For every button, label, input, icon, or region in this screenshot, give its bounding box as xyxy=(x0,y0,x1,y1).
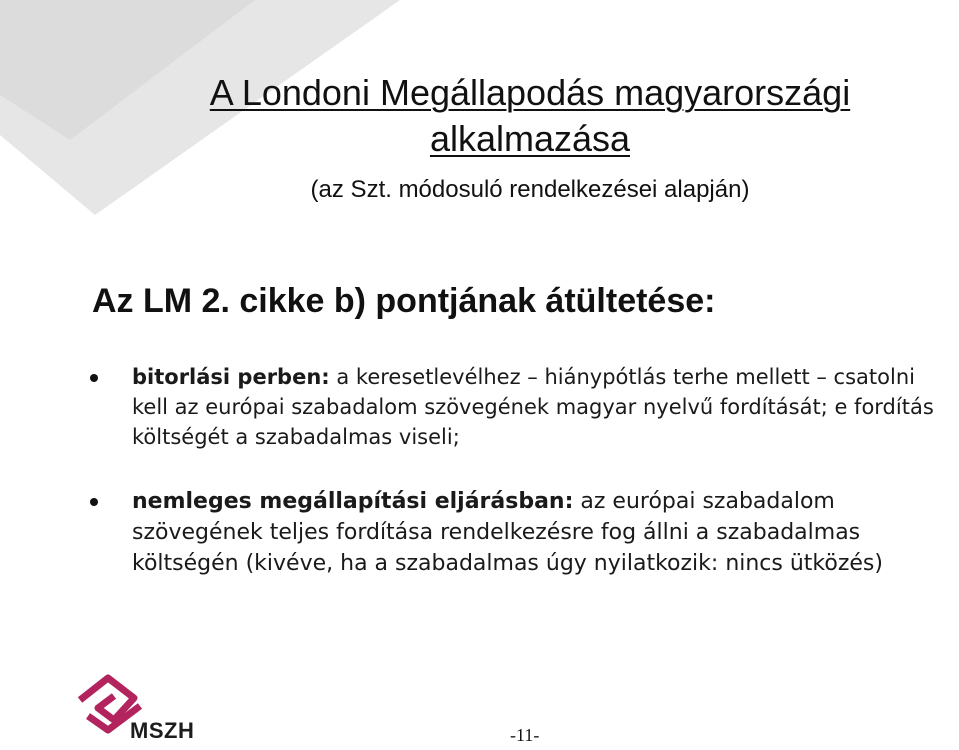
bullet-dot-icon xyxy=(90,498,98,506)
bullet-text: a keresetlevélhez – hiánypótlás terhe mellett – csatolni kell az európai szabadalom szövegének magyar nyelvű fordítását; e fordítás költségét a szabadalmas viseli; xyxy=(132,365,934,449)
mszh-logo-text: MSZH xyxy=(130,718,195,743)
section-heading: Az LM 2. cikke b) pontjának átültetése: xyxy=(92,282,716,320)
bullet-item-nemleges-megallapitas xyxy=(90,486,950,579)
slide-title-line-1: A Londoni Megállapodás magyarországi xyxy=(209,72,851,113)
slide-subtitle: (az Szt. módosuló rendelkezései alapján) xyxy=(310,176,750,203)
bullet-text: az európai szabadalom szövegének teljes fordítása rendelkezésre fog állni a szabadalmas költségén (kivéve, ha a szabadalmas úgy nyilatkozik: nincs ütközés) xyxy=(132,489,883,576)
bullet-list xyxy=(90,362,950,579)
bullet-item-bitorlasi-per xyxy=(90,362,950,452)
bullet-dot-icon xyxy=(90,374,98,382)
slide-title-block xyxy=(150,70,910,204)
bullet-label: bitorlási perben: xyxy=(132,365,330,389)
slide-title-line-2: alkalmazása xyxy=(429,118,631,159)
page-number: -11- xyxy=(510,725,540,745)
bullet-label: nemleges megállapítási eljárásban: xyxy=(132,489,574,514)
